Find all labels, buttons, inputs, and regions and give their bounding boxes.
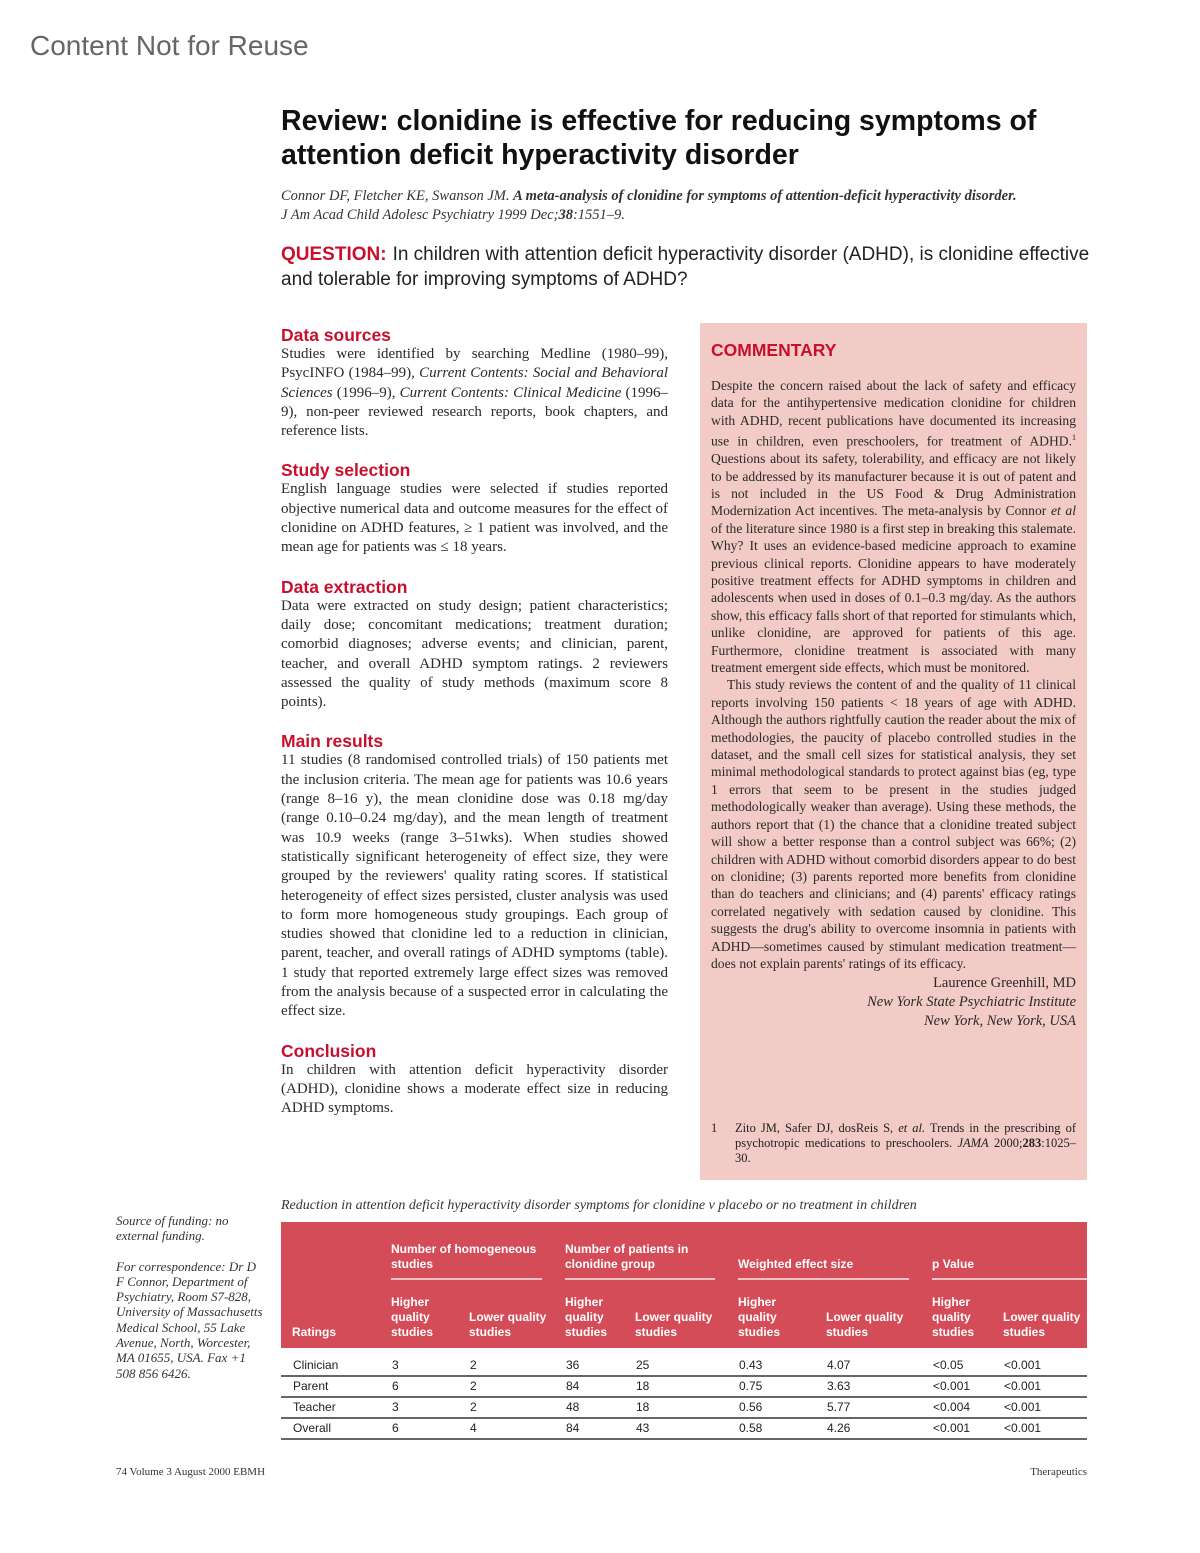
section-heading: Conclusion xyxy=(281,1040,377,1061)
header-lower: Lower quality studies xyxy=(624,1286,727,1348)
section-body xyxy=(281,345,668,441)
table-cell: 36 xyxy=(554,1348,624,1376)
header-group-label: p Value xyxy=(932,1257,1087,1280)
commentary-box xyxy=(700,323,1087,1180)
table-cell: 2 xyxy=(458,1348,554,1376)
table-cell: 43 xyxy=(624,1418,727,1439)
volume: 283 xyxy=(1022,1136,1042,1150)
row-label: Clinician xyxy=(281,1348,380,1376)
text-segment: Trends in the prescribing of psychotropic medications to preschoolers. xyxy=(735,1121,1076,1150)
header-lower: Lower quality studies xyxy=(815,1286,921,1348)
text-segment: of the literature since 1980 is a first step in breaking this stalemate. Why? It uses an evidence-based medicine approach to examine previous clinical reports. Clonidine appears to have moderately positive treatment effects for ADHD symptoms in children and adolescents when used in doses of 0.1–0.3 mg/day. As the authors show, this efficacy falls short of that reported for stimulants which, unlike clonidine, are approved for patients of this age. Furthermore, clonidine treatment is associated with many treatment emergent side effects, which must be monitored. xyxy=(711,520,1076,676)
row-label: Overall xyxy=(281,1418,380,1439)
header-higher: Higher quality studies xyxy=(727,1286,815,1348)
section-body: English language studies were selected if studies reported objective numerical data and outcome measures for the effect of clonidine on ADHD features, ≥ 1 patient was involved, and the mean age for patients was ≤ 18 years. xyxy=(281,481,668,556)
footnote xyxy=(711,1121,1076,1166)
table-cell: <0.001 xyxy=(992,1397,1087,1418)
et-al: et al. xyxy=(898,1121,926,1135)
section-body: In children with attention deficit hyperactivity disorder (ADHD), clonidine shows a moderate effect size in reducing ADHD symptoms. xyxy=(281,1061,668,1117)
citation-pages: :1551–9. xyxy=(572,207,625,223)
header-group-label: Number of homogeneous studies xyxy=(391,1242,542,1280)
table-cell: 4.07 xyxy=(815,1348,921,1376)
text-segment: 2000; xyxy=(988,1136,1023,1150)
table-caption: Reduction in attention deficit hyperactivity disorder symptoms for clonidine v placebo or no treatment in children xyxy=(281,1198,917,1213)
header-group xyxy=(380,1222,554,1286)
table-cell: <0.001 xyxy=(921,1418,992,1439)
text-segment: :1025–30. xyxy=(735,1136,1076,1165)
table-cell: 3 xyxy=(380,1397,458,1418)
section-heading: Data extraction xyxy=(281,576,408,597)
funding-note: Source of funding: no external funding. xyxy=(116,1213,229,1244)
et-al: et al xyxy=(1050,503,1076,519)
table-cell: <0.001 xyxy=(992,1348,1087,1376)
header-higher: Higher quality studies xyxy=(921,1286,992,1348)
text-segment: Studies were identified by searching Medline (1980–99), PsycINFO (1984–99), xyxy=(281,346,668,382)
table-cell: 18 xyxy=(624,1376,727,1397)
header-ratings: Ratings xyxy=(281,1222,380,1348)
section-heading: Main results xyxy=(281,731,384,752)
commentary-signature xyxy=(711,974,1076,1031)
table-cell: 0.75 xyxy=(727,1376,815,1397)
section-body: 11 studies (8 randomised controlled trials) of 150 patients met the inclusion criteria. The mean age for patients was 10.6 years (range 8–16 y), the mean clonidine dose was 0.18 mg/day (range 0.10–0.24 mg/day), and the mean length of treatment was 10.9 weeks (range 3–51wks). When studies showed statistically significant heterogeneity of effect size, they were grouped by the reviewers' quality rating scores. If statistical heterogeneity of effect sizes persisted, cluster analysis was used to form more homogeneous study groupings. Each group of studies showed that clonidine led to a reduction in clinician, parent, teacher, and overall ratings of ADHD symptoms (table). 1 study that reported extremely large effect sizes was removed from the analysis because of a suspected error in calculating the effect size. xyxy=(281,752,668,1020)
text-segment: (1996–9), non-peer reviewed research reports, book chapters, and reference lists. xyxy=(281,384,669,440)
table-cell: 3.63 xyxy=(815,1376,921,1397)
row-label: Teacher xyxy=(281,1397,380,1418)
table-cell: <0.001 xyxy=(992,1376,1087,1397)
header-group-label: Weighted effect size xyxy=(738,1257,909,1280)
table-cell: 0.58 xyxy=(727,1418,815,1439)
citation-volume: 38 xyxy=(558,207,573,223)
journal-name: Current Contents: Social and Behavioral Sciences xyxy=(281,365,668,401)
table-cell: 84 xyxy=(554,1376,624,1397)
table-cell: 25 xyxy=(624,1348,727,1376)
section-heading: Study selection xyxy=(281,460,411,481)
table-cell: 3 xyxy=(380,1348,458,1376)
section-body: Data were extracted on study design; patient characteristics; daily dose; concomitant medications; treatment duration; comorbid diagnoses; adverse events; and clinician, parent, teacher, and overall ADHD symptom ratings. 2 reviewers assessed the quality of study methods (maximum score 8 points). xyxy=(281,597,668,711)
table-cell: 84 xyxy=(554,1418,624,1439)
row-label: Parent xyxy=(281,1376,380,1397)
citation-journal: J Am Acad Child Adolesc Psychiatry 1999 Dec; xyxy=(281,207,559,223)
table-cell: 4 xyxy=(458,1418,554,1439)
header-lower: Lower quality studies xyxy=(458,1286,554,1348)
results-table xyxy=(281,1222,1087,1440)
table-cell: <0.001 xyxy=(921,1376,992,1397)
table-cell: 5.77 xyxy=(815,1397,921,1418)
sidenote xyxy=(116,1213,266,1396)
table-cell: 2 xyxy=(458,1376,554,1397)
header-higher: Higher quality studies xyxy=(554,1286,624,1348)
table-cell: 4.26 xyxy=(815,1418,921,1439)
question xyxy=(281,242,1091,292)
table-cell: 6 xyxy=(380,1376,458,1397)
table-row xyxy=(281,1397,1087,1418)
journal-name: JAMA xyxy=(957,1136,989,1150)
table-cell: 48 xyxy=(554,1397,624,1418)
abstract-column xyxy=(281,325,668,1138)
correspondence-note: For correspondence: Dr D F Connor, Department of Psychiatry, Room S7-828, University of Massachusetts Medical School, 55 Lake Avenue, North, Worcester, MA 01655, USA. Fax +1 508 856 6426. xyxy=(116,1258,263,1381)
citation-article: A meta-analysis of clonidine for symptoms of attention-deficit hyperactivity disorder. xyxy=(513,188,1017,204)
header-lower: Lower quality studies xyxy=(992,1286,1087,1348)
article-title: Review: clonidine is effective for reducing symptoms of attention deficit hyperactivity disorder xyxy=(281,105,1037,171)
table-row xyxy=(281,1348,1087,1376)
journal-name: Current Contents: Clinical Medicine xyxy=(399,384,622,401)
header-higher: Higher quality studies xyxy=(380,1286,458,1348)
table-cell: 0.43 xyxy=(727,1348,815,1376)
footnote-number: 1 xyxy=(711,1121,718,1135)
table-row xyxy=(281,1418,1087,1439)
text-segment: Despite the concern raised about the lack of safety and efficacy data for the antihypertensive medication clonidine for children with ADHD, recent publications have documented its increasing use in children, even preschoolers, for treatment of ADHD. xyxy=(711,378,1076,449)
table-cell: 2 xyxy=(458,1397,554,1418)
footer-left: 74 Volume 3 August 2000 EBMH xyxy=(116,1466,266,1478)
commentary-paragraph xyxy=(711,377,1076,676)
text-segment: (1996–9), xyxy=(332,384,400,401)
table-cell: <0.001 xyxy=(992,1418,1087,1439)
reference-superscript: 1 xyxy=(1072,433,1076,443)
question-label: QUESTION: xyxy=(281,244,387,265)
header-group xyxy=(921,1222,1087,1286)
question-text: In children with attention deficit hyperactivity disorder (ADHD), is clonidine effective and tolerable for improving symptoms of ADHD? xyxy=(281,244,1090,290)
section-data-sources xyxy=(281,325,668,441)
section-heading: Data sources xyxy=(281,325,391,345)
table-cell: 6 xyxy=(380,1418,458,1439)
table-cell: <0.05 xyxy=(921,1348,992,1376)
header-group-label: Number of patients in clonidine group xyxy=(565,1242,715,1280)
commentary-location: New York, New York, USA xyxy=(923,1013,1076,1030)
citation xyxy=(281,187,1101,225)
table-cell: <0.004 xyxy=(921,1397,992,1418)
section-conclusion xyxy=(281,1041,668,1119)
commentary-author: Laurence Greenhill, MD xyxy=(933,975,1076,992)
commentary-paragraph: This study reviews the content of and the quality of 11 clinical reports involving 150 patients < 18 years of age with ADHD. Although the authors rightfully caution the reader about the mix of methodologies, the paucity of placebo controlled studies in the dataset, and the small cell sizes for statistical analysis, they set minimal methodological standards to protect against bias (eg, type 1 errors that seem to be present in the studies judged methodologically weaker than average). Using these methods, the authors report that (1) the chance that a clonidine treated subject will show a better response than a control subject was 66%; (2) children with ADHD without comorbid disorders appear to do best on clonidine; (3) parents reported more benefits from clonidine than do teachers and clinicians; and (4) parents' efficacy ratings correlated negatively with sedation caused by clonidine. This suggests the drug's ability to overcome insomnia in patients with ADHD—sometimes caused by stimulant medication treatment—does not explain parents' ratings of its efficacy. xyxy=(711,677,1076,971)
table-cell: 0.56 xyxy=(727,1397,815,1418)
section-main-results xyxy=(281,731,668,1021)
header-group xyxy=(727,1222,921,1286)
text-segment: Questions about its safety, tolerability, and efficacy are not likely to be addressed by its manufacturer because it is out of patent and is not included in the US Food & Drug Administration Modernization Act incentives. The meta-analysis by Connor xyxy=(711,451,1076,519)
table-row xyxy=(281,1376,1087,1397)
section-study-selection xyxy=(281,460,668,557)
commentary-heading: COMMENTARY xyxy=(711,340,837,360)
citation-authors: Connor DF, Fletcher KE, Swanson JM. xyxy=(281,188,510,204)
text-segment: Zito JM, Safer DJ, dosReis S, xyxy=(735,1121,899,1135)
header-group xyxy=(554,1222,727,1286)
commentary-institution: New York State Psychiatric Institute xyxy=(867,994,1076,1011)
footer-right: Therapeutics xyxy=(1030,1466,1087,1478)
section-data-extraction xyxy=(281,577,668,713)
watermark: Content Not for Reuse xyxy=(30,30,309,61)
table-cell: 18 xyxy=(624,1397,727,1418)
